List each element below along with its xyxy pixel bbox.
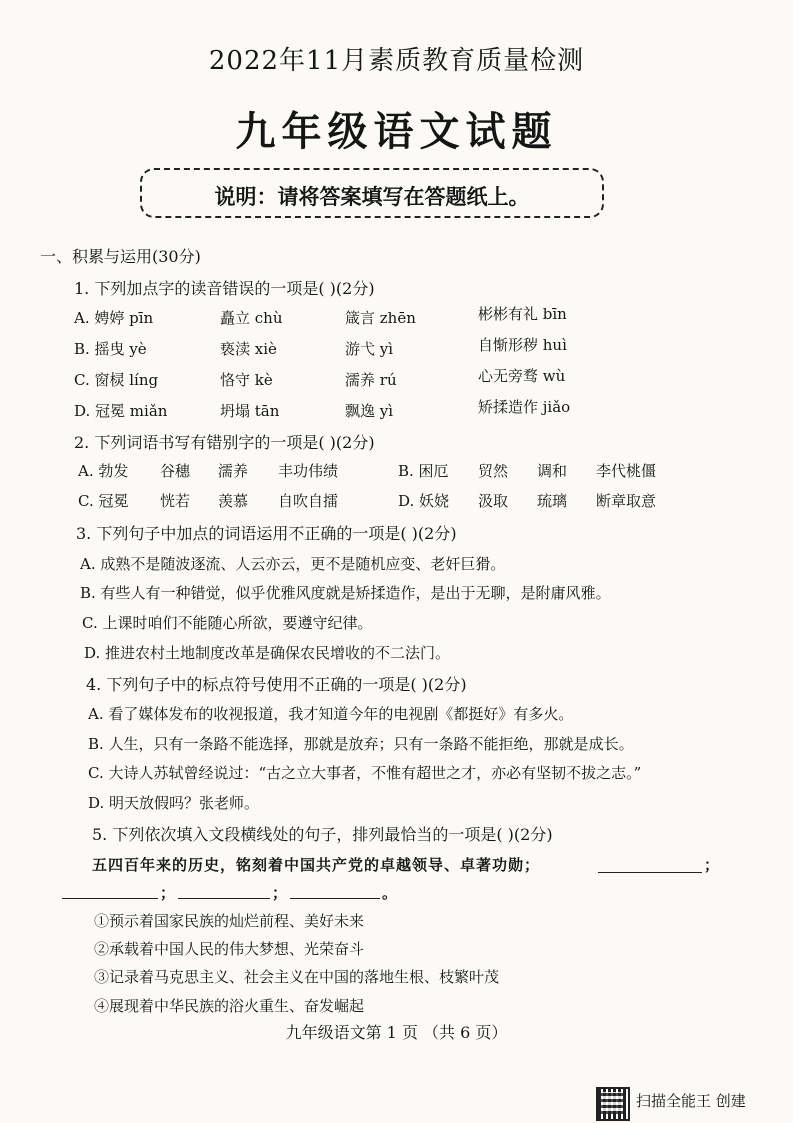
q3-option-a: A. 成熟不是随波逐流、人云亦云，更不是随机应变、老奸巨猾。: [80, 555, 506, 573]
q1-opt-d4: 矫揉造作 jiǎo: [478, 398, 571, 416]
q1-opt-c1: C. 窗棂 líng: [74, 371, 159, 389]
q4-stem: 4. 下列句子中的标点符号使用不正确的一项是( )(2分): [86, 675, 467, 694]
q5-item-4: ④展现着中华民族的浴火重生、奋发崛起: [94, 997, 365, 1015]
q5-blank-3: [178, 880, 270, 899]
q1-opt-a4: 彬彬有礼 bīn: [478, 305, 567, 323]
q1-opt-d1: D. 冠冕 miǎn: [74, 402, 168, 420]
q5-stem: 5. 下列依次填入文段横线处的句子，排列最恰当的一项是( )(2分): [92, 825, 553, 844]
q1-opt-b4: 自惭形秽 huì: [478, 336, 567, 354]
q1-opt-b3: 游弋 yì: [345, 340, 394, 358]
q5-blank-4: [290, 880, 380, 899]
q5-semicolon: ；: [160, 884, 177, 902]
q2-cell: B. 困厄: [398, 462, 449, 480]
q3-stem: 3. 下列句子中加点的词语运用不正确的一项是( )(2分): [76, 524, 457, 543]
q5-passage: 五四百年来的历史，铭刻着中国共产党的卓越领导、卓著功勋；: [92, 856, 541, 874]
note-text: 说明：请将答案填写在答题纸上。: [214, 184, 530, 209]
q1-opt-a1: A. 娉婷 pīn: [74, 309, 154, 327]
q5-item-1: ①预示着国家民族的灿烂前程、美好未来: [94, 912, 365, 930]
q4-option-a: A. 看了媒体发布的收视报道，我才知道今年的电视剧《都挺好》有多火。: [88, 705, 574, 723]
q1-opt-c4: 心无旁骛 wù: [478, 367, 566, 385]
q2-stem: 2. 下列词语书写有错别字的一项是( )(2分): [74, 433, 375, 452]
q1-opt-b1: B. 摇曳 yè: [74, 340, 147, 358]
page-footer: 九年级语文第 1 页 （共 6 页）: [285, 1023, 508, 1042]
q2-cell: 调和: [537, 462, 568, 480]
q2-cell: C. 冠冕: [78, 492, 129, 510]
q2-cell: 丰功伟绩: [278, 462, 339, 480]
q2-cell: 濡养: [218, 462, 249, 480]
q2-cell: 贸然: [478, 462, 509, 480]
q5-semicolon: ；: [272, 884, 289, 902]
q4-option-d: D. 明天放假吗？张老师。: [88, 794, 260, 812]
main-title: 九年级语文试题: [235, 108, 558, 155]
q2-cell: 李代桃僵: [596, 462, 657, 480]
q1-opt-d2: 坍塌 tān: [220, 402, 280, 420]
q3-option-d: D. 推进农村土地制度改革是确保农民增收的不二法门。: [84, 644, 451, 662]
q1-opt-a3: 箴言 zhēn: [345, 309, 416, 327]
section-heading: 一、积累与运用(30分): [40, 247, 201, 266]
q1-opt-a2: 矗立 chù: [220, 309, 283, 327]
q2-cell: 羡慕: [218, 492, 249, 510]
q1-opt-c2: 恪守 kè: [220, 371, 273, 389]
q4-option-b: B. 人生，只有一条路不能选择，那就是放弃；只有一条路不能拒绝，那就是成长。: [88, 735, 634, 753]
q2-cell: 恍若: [160, 492, 191, 510]
scanner-watermark: 扫描全能王 创建: [636, 1092, 746, 1110]
q5-period: 。: [382, 884, 399, 902]
q2-cell: 琉璃: [537, 492, 568, 510]
q1-opt-d3: 飘逸 yì: [345, 402, 394, 420]
q1-opt-b2: 亵渎 xiè: [220, 340, 277, 358]
q3-option-b: B. 有些人有一种错觉，似乎优雅风度就是矫揉造作，是出于无聊，是附庸风雅。: [80, 584, 611, 602]
q5-blank-2: [62, 880, 158, 899]
exam-title: 2022年11月素质教育质量检测: [208, 46, 585, 76]
q2-cell: 断章取意: [596, 492, 657, 510]
q5-blank-1: [598, 854, 702, 873]
q1-opt-c3: 濡养 rú: [345, 371, 397, 389]
q4-option-c: C. 大诗人苏轼曾经说过：“古之立大事者，不惟有超世之才，亦必有坚韧不拔之志。”: [88, 764, 642, 782]
q3-option-c: C. 上课时咱们不能随心所欲，要遵守纪律。: [82, 614, 373, 632]
q2-cell: D. 妖娆: [398, 492, 450, 510]
q5-semicolon: ；: [704, 856, 721, 874]
q5-item-2: ②承载着中国人民的伟大梦想、光荣奋斗: [94, 940, 365, 958]
qr-code-icon: [596, 1087, 630, 1121]
q2-cell: 谷穗: [160, 462, 191, 480]
q2-cell: 汲取: [478, 492, 509, 510]
q2-cell: A. 勃发: [78, 462, 129, 480]
q5-item-3: ③记录着马克思主义、社会主义在中国的落地生根、枝繁叶茂: [94, 968, 500, 986]
q2-cell: 自吹自擂: [278, 492, 339, 510]
q1-stem: 1. 下列加点字的读音错误的一项是( )(2分): [74, 279, 375, 298]
